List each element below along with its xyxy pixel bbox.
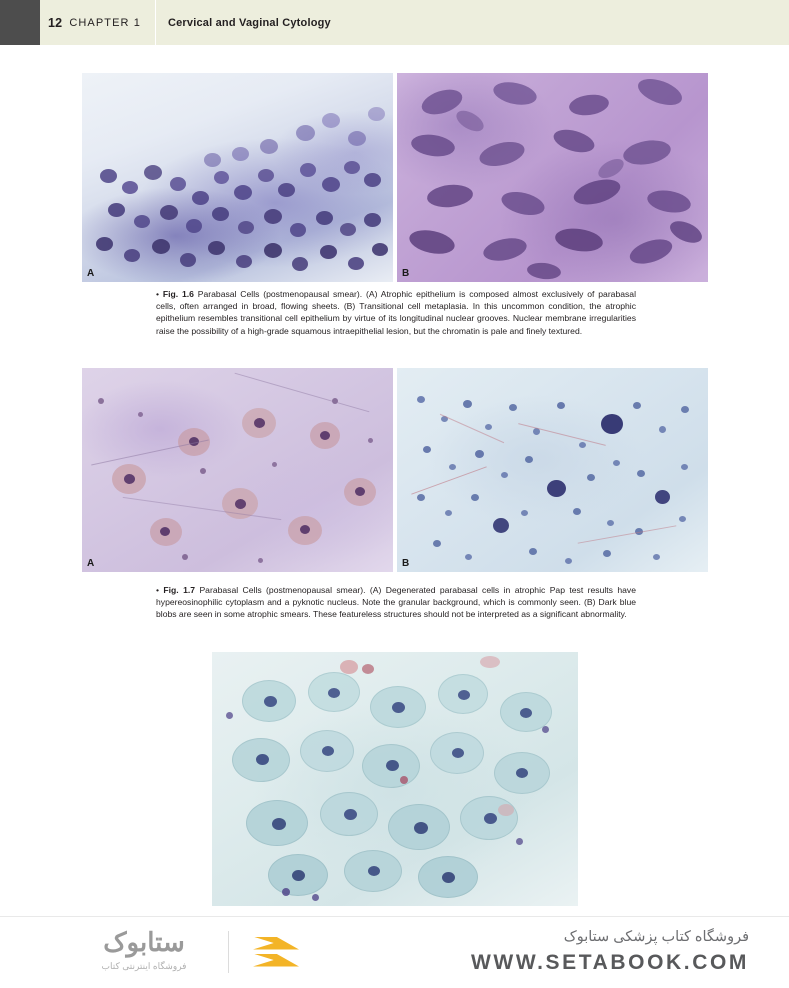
cell-texture: [397, 73, 708, 282]
caption-label: Fig. 1.6: [162, 289, 194, 299]
figure-1-6-images: [82, 73, 708, 282]
panel-letter-a: A: [87, 268, 95, 279]
setabook-logo-text: ستابوک: [103, 926, 185, 957]
setabook-logo: [84, 927, 204, 972]
header-band: [40, 0, 789, 45]
micrograph-1-7-a: [82, 368, 393, 572]
micrograph-1-8: [212, 652, 578, 906]
panel-letter-b: B: [402, 268, 410, 279]
figure-1-7-images: [82, 368, 708, 572]
footer-divider: [228, 931, 229, 973]
caption-text: Parabasal Cells (postmenopausal smear). (A) Degenerated parabasal cells in atrophic Pap test results have hypereosinophilic cytoplasm and a pyknotic nucleus. Note the granular background, which is commonly seen. (B) Dark blue blobs are seen in some atrophic smears. These featureless structures should not be interpreted as a significant abnormality.: [156, 585, 636, 620]
cell-texture: [82, 368, 393, 572]
caption-bullet: •: [156, 289, 160, 299]
page-header: [0, 0, 789, 45]
header-dark-block: [0, 0, 40, 45]
footer-brand-block: [471, 929, 749, 975]
caption-label: Fig. 1.7: [163, 585, 196, 595]
chapter-title: Cervical and Vaginal Cytology: [167, 16, 331, 29]
micrograph-1-6-a: [82, 73, 393, 282]
footer-tagline: فروشگاه کتاب پزشکی ستابوک: [563, 928, 749, 945]
caption-text: Parabasal Cells (postmenopausal smear). (A) Atrophic epithelium is composed almost exclusively of parabasal cells, often arranged in broad, flowing sheets. (B) Transitional cell metaplasia. In this uncommon condition, the atrophic epithelium resembles transitional cell epithelium by virtue of its longitudinal nuclear grooves. Nuclear membrane irregularities raise the possibility of a high-grade squamous intraepithelial lesion, but the chromatin is pale and finely textured.: [156, 289, 636, 336]
caption-bullet: •: [156, 585, 160, 595]
cell-texture: [82, 73, 393, 282]
chapter-label: CHAPTER 1: [69, 16, 141, 29]
figure-1-6-caption: [156, 288, 636, 337]
footer-website-link[interactable]: WWW.SETABOOK.COM: [470, 950, 749, 974]
page-number: 12: [48, 15, 63, 30]
micrograph-1-6-b: [397, 73, 708, 282]
setabook-logo-subtitle: فروشگاه اینترنتی کتاب: [101, 960, 187, 971]
micrograph-1-7-b: [397, 368, 708, 572]
page-footer: [0, 916, 789, 988]
header-divider: [155, 0, 156, 45]
cell-texture: [397, 368, 708, 572]
figure-1-7-caption: [156, 584, 636, 621]
panel-letter-a: A: [87, 558, 95, 569]
cell-texture: [212, 652, 578, 906]
chevron-logo-icon: [253, 937, 299, 971]
panel-letter-b: B: [402, 558, 410, 569]
